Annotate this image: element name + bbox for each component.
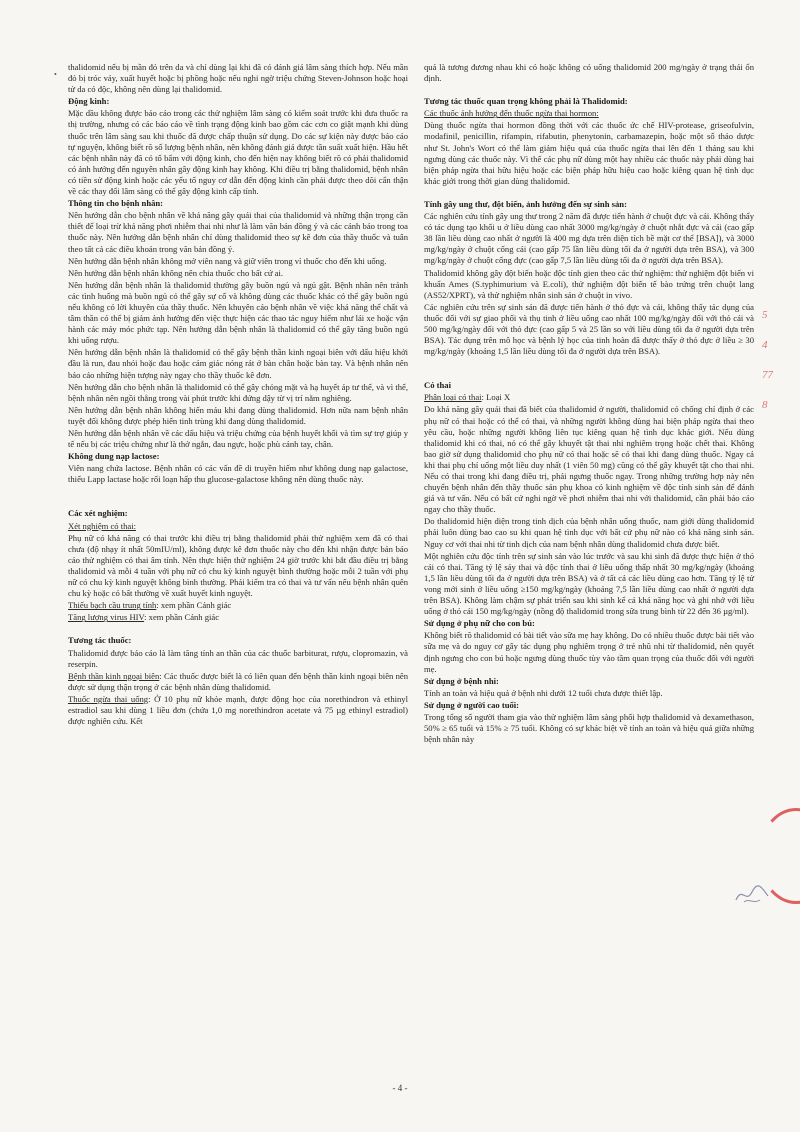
paragraph: Mặc dầu không được báo cáo trong các thử nghiệm lâm sàng có kiểm soát trước khi đưa thuốc ra thị trường, nhưng có các báo cáo về tình trạng động kinh bao gồm các cơn co giật mạnh khi dùng thuốc trên lâm sàng sau khi thuốc đã được chấp thuận sử dụng. Do các sự kiện này được báo cáo tự nguyện, không biết rõ số lượng bệnh nhân, nên không đánh giá được tần suất xuất hiện. Hầu hết các bệnh nhân này đã có tố bẩm với động kinh, cho đến hiện nay không biết rõ có phải thalidomid có ảnh hưởng đến nguyên nhân gây động kinh hay không. Khi điều trị bằng thalidomid, bệnh nhân có tiền sử động kinh hoặc các yếu tố nguy cơ dẫn đến động kinh cần phải được theo dõi cẩn thận về các thay đổi lâm sàng có thể gây động kinh cấp tính.	[68, 108, 408, 197]
underlined-label: Thiếu bạch cầu trung tính	[68, 600, 157, 611]
paragraph	[424, 392, 754, 403]
paragraph: Một nghiên cứu độc tính trên sự sinh sản vào lúc trước và sau khi sinh đã được thực hiện ở thỏ cái có thai. Tăng tỷ lệ sảy thai và độc tính thai ở liều uống thấp nhất 30 mg/kg/ngày (khoảng 1,5 lần liều dùng tối đa ở người dựa trên BSA) và ở tất cả các liều dùng cao hơn. Tăng tỷ lệ tử vong mới sinh ở liều uống ≥150 mg/kg/ngày (khoảng 7,5 lần liều dùng cao nhất ở người dựa trên BSA). Không làm chậm sự phát triển sau khi sinh kể cả khả năng học và ghi nhớ với liều uống ở thỏ cái 150 mg/kg/ngày (nồng độ thalidomid trong sữa trung bình từ 22 đến 36 µg/ml).	[424, 550, 754, 617]
underlined-label: Thuốc ngừa thai uống	[68, 693, 149, 704]
paragraph: Do khả năng gây quái thai đã biết của thalidomid ở người, thalidomid có chống chỉ định ở các phụ nữ có thai hoặc có thể có thai, và những người không dùng hai biện pháp ngừa thai theo yêu cầu, hoặc những người không liên tục kiêng quan hệ tình dục khác giới. Nếu dùng thalidomid khi có thai, nó có thể gây khuyết tật thai nhi nghiêm trọng hoặc chết thai. Không bao giờ sử dụng thalidomid cho phụ nữ có thai hoặc sẽ có thai khi đang dùng thuốc. Ngay cả khi thai phụ chỉ uống một liều duy nhất (1 viên 50 mg) cũng có thể gây khuyết tật cho thai nhi. Nếu có thai trong khi đang điều trị, phải ngưng thuốc ngay. Trong những trường hợp này nên chuyển bệnh nhân đến thầy thuốc sản phụ khoa có kinh nghiệm về độc tính sinh sản để đánh giá và tư vấn. Nếu có bất cứ nghi ngờ về phơi nhiễm thai nhi với thalidomid, cần phải báo cáo ngay cho thầy thuốc.	[424, 404, 754, 515]
section-heading: Động kinh:	[68, 96, 110, 107]
subsection-heading: Các thuốc ảnh hưởng đến thuốc ngừa thai hormon:	[424, 108, 599, 119]
paragraph: Nên hướng dẫn cho bệnh nhân về khả năng gây quái thai của thalidomid và những thận trọng cần thiết để loại trừ khả năng phơi nhiễm thai nhi như là làm văn bản đồng ý và các cảnh báo trong toa thuốc này. Nên hướng dẫn bệnh nhân chỉ dùng thalidomid theo sự kê đơn của thầy thuốc và tuân theo tất cả các điều khoản trong văn bản đồng ý.	[68, 210, 408, 254]
paragraph-text: : Ở 10 phụ nữ khỏe mạnh, được động học của norethindron và ethinyl estradiol sau khi dùng 1 liều đơn (chứa 1,0 mg norethindron acetate và 75 µg ethinyl estradiol) được nghiên cứu. Kết	[68, 693, 408, 727]
underlined-label: Phân loại có thai	[424, 392, 482, 403]
section-heading: Không dung nạp lactose:	[68, 451, 160, 462]
signature-icon	[732, 882, 772, 908]
paragraph: Phụ nữ có khả năng có thai trước khi điều trị bằng thalidomid phải thử nghiệm xem đã có thai chưa (độ nhạy ít nhất 50mIU/ml), không được kê đơn thuốc này cho đến khi nhận được bản báo cáo thử nghiệm có thai âm tính. Nên thực hiện thử nghiệm 24 giờ trước khi bắt đầu điều trị bằng thalidomid và mỗi 4 tuần với phụ nữ có chu kỳ kinh nguyệt bình thường hoặc mỗi 2 tuần với phụ nữ có chu kỳ kinh nguyệt không bình thường. Phải kiểm tra có thai và tư vấn nếu bệnh nhân quên chu kỳ hoặc có bất thường về xuất huyết kinh nguyệt.	[68, 532, 408, 599]
section-heading: Sử dụng ở bệnh nhi:	[424, 675, 499, 686]
section-heading: Các xét nghiệm:	[68, 508, 128, 519]
paragraph: Thalidomid không gây đột biến hoặc độc tính gien theo các thử nghiệm: thử nghiệm đột biến vi khuẩn Ames (S.typhimurium và E.coli), thử nghiệm đột biến tế bào trứng trên chuột lang (AS52/XPRT), và thử nghiệm nhân sinh sản ở chuột in vivo.	[424, 267, 754, 300]
paragraph: Viên nang chứa lactose. Bệnh nhân có các vấn đề di truyền hiếm như không dung nạp galactose, thiếu Lapp lactase hoặc rối loạn hấp thu glucose-galactose không nên dùng thuốc này.	[68, 463, 408, 485]
paragraph: Các nghiên cứu tính gây ung thư trong 2 năm đã được tiến hành ở chuột đực và cái. Không thấy có tác dụng tạo khối u ở liều dùng cao nhất 3000 mg/kg/ngày ở chuột nhắt đực và cái (cao gấp 38 lần liều dùng cao nhất ở người là 400 mg dựa trên diện tích bề mặt cơ thể [BSA]), và 3000 mg/kg/ngày ở chuột cống cái (cao gấp 75 lần liều dùng tối đa ở người dựa trên BSA), và 300 mg/kg/ngày ở chuột cống đực (cao gấp 7,5 lần liều dùng tối đa ở người dựa trên BSA).	[424, 211, 754, 266]
paragraph	[68, 600, 408, 611]
paragraph: Nên hướng dẫn bệnh nhân không mở viên nang và giữ viên trong vỉ thuốc cho đến khi uống.	[68, 255, 387, 266]
underlined-label: Tăng lượng virus HIV	[68, 612, 145, 623]
paragraph: Nên hướng dẫn bệnh nhân là thalidomid thường gây buồn ngủ và ngủ gật. Bệnh nhân nên tránh các tình huống mà buồn ngủ có thể gây sự cố và không dùng các thuốc khác có thể gây buồn ngủ nếu không có lời khuyên của thầy thuốc. Nên khuyên cáo bệnh nhân về việc khả năng thể chất và tâm thần có thể bị giảm ảnh hưởng đến việc thực hiện các thao tác nguy hiểm như lái xe hoặc vận hành các máy móc phức tạp. Nên hướng dẫn bệnh nhân là thalidomid có thể gây tăng buồn ngủ khi uống rượu.	[68, 279, 408, 346]
spacer	[424, 358, 754, 380]
page-number: - 4 -	[392, 1083, 408, 1093]
paragraph: Do thalidomid hiện diện trong tinh dịch của bệnh nhân uống thuốc, nam giới dùng thalidomid phải luôn dùng bao cao su khi quan hệ tình dục với bất cứ phụ nữ nào có khả năng sinh sản. Nguy cơ với thai nhi từ tinh dịch của nam bệnh nhân dùng thalidomid chưa được biết.	[424, 516, 754, 549]
spacer	[68, 624, 408, 635]
paragraph: Nên hướng dẫn bệnh nhân không nên chia thuốc cho bất cứ ai.	[68, 267, 284, 278]
section-heading: Có thai	[424, 380, 451, 391]
underlined-label: Bệnh thần kinh ngoại biên	[68, 670, 160, 681]
paragraph: Thalidomid được báo cáo là làm tăng tính an thần của các thuốc barbiturat, rượu, clopromazin, và reserpin.	[68, 647, 408, 669]
paragraph: Dùng thuốc ngừa thai hormon đồng thời với các thuốc ức chế HIV-protease, griseofulvin, modafinil, penicillin, rifampin, rifabutin, phenytonin, carbamazepin, hoặc một số thảo dược như St. John's Wort có thể làm giảm hiệu quả của thuốc ngừa thai lên đến 1 tháng sau khi ngưng dùng các thuốc này. Vì thế các phụ nữ dùng một hay nhiều các thuốc này phải dùng hai biện pháp ngừa thai hữu hiệu hoặc các biện pháp hữu hiệu cao hoặc kiêng quan hệ tình dục khác giới trong thời gian dùng thalidomid.	[424, 120, 754, 186]
section-heading: Tương tác thuốc quan trọng không phải là Thalidomid:	[424, 96, 628, 107]
paragraph-text: : xem phần Cảnh giác	[144, 612, 220, 623]
paragraph: quả là tương đương nhau khi có hoặc không có uống thalidomid 200 mg/ngày ở trạng thái ổn định.	[424, 62, 754, 84]
paragraph: Trong tổng số người tham gia vào thử nghiệm lâm sàng phối hợp thalidomid và dexamethason, 50% ≥ 65 tuổi và 15% ≥ 75 tuổi. Không có sự khác biệt về tính an toàn và hiệu quả giữa những bệnh nhân này	[424, 711, 754, 745]
stamp-fragment: 4	[762, 339, 768, 351]
spacer	[68, 486, 408, 508]
subsection-heading: Xét nghiệm có thai:	[68, 520, 137, 531]
margin-stamp-marks	[762, 300, 792, 420]
paragraph: Các nghiên cứu trên sự sinh sản đã được tiến hành ở thỏ đực và cái, không thấy tác dụng của thuốc đối với sự giao phối và thụ tinh ở liều uống cao nhất 100 mg/kg/ngày đối với thỏ cái và 500 mg/kg/ngày đối với thỏ đực (cao gấp 5 và 25 lần so với liều dùng tối đa ở người dựa trên BSA). Tác dụng trên mô học và bệnh lý học của tinh hoàn đã được thấy ở thỏ đực ở liều ≥ 30 mg/kg/ngày (khoảng 1,5 lần liều dùng tối đa ở người dựa trên BSA).	[424, 301, 754, 357]
paragraph: Nên hướng dẫn bệnh nhân về các dấu hiệu và triệu chứng của bệnh huyết khối và tìm sự trợ giúp y tế nếu bị các triệu chứng như là thở ngắn, đau ngực, hoặc phù cánh tay, chân.	[68, 428, 408, 450]
stamp-fragment: 77	[762, 369, 773, 381]
paragraph: thalidomid nếu bị mần đỏ trên da và chỉ dùng lại khi đã có đánh giá lâm sàng thích hợp. Nếu mần đỏ bị tróc vảy, xuất huyết hoặc bị phồng hoặc nếu nghi ngờ triệu chứng Steven-Johnson hoặc hoại tử da có độc, không nên dùng lại thalidomid.	[68, 62, 408, 95]
section-heading: Thông tin cho bệnh nhân:	[68, 198, 164, 209]
section-heading: Tính gây ung thư, đột biến, ảnh hưởng đến sự sinh sản:	[424, 198, 627, 209]
paragraph: Nên hướng dẫn cho bệnh nhân là thalidomid có thể gây chóng mặt và hạ huyết áp tư thế, và vì thế, bệnh nhân nên ngồi thẳng trong vài phút trước khi đứng dậy từ vị trí nằm nghiêng.	[68, 381, 408, 403]
paragraph	[68, 612, 408, 623]
paragraph: Không biết rõ thalidomid có bài tiết vào sữa mẹ hay không. Do có nhiều thuốc được bài tiết vào sữa mẹ và do nguy cơ gây tác dụng phụ nghiêm trọng ở trẻ nhũ nhi từ thalidomid, nên quyết định ngưng cho con bú hoặc ngưng dùng thuốc tùy vào tầm quan trọng của thuốc đối với người mẹ.	[424, 630, 754, 674]
paragraph-text: : Các thuốc được biết là có liên quan đến bệnh thần kinh ngoại biên nên được sử dụng thận trọng ở các bệnh nhân dùng thalidomid.	[68, 670, 409, 692]
spacer	[424, 85, 754, 96]
paragraph-text: : xem phần Cảnh giác	[156, 600, 232, 611]
section-heading: Sử dụng ở phụ nữ cho con bú:	[424, 618, 535, 629]
paragraph	[68, 694, 408, 727]
bullet-mark-icon: •	[54, 70, 57, 79]
paragraph	[68, 671, 408, 693]
stamp-fragment: 5	[762, 309, 768, 321]
spacer	[424, 188, 754, 199]
paragraph: Tính an toàn và hiệu quả ở bệnh nhi dưới 12 tuổi chưa được thiết lập.	[424, 687, 663, 698]
left-column	[68, 62, 408, 728]
paragraph: Nên hướng dẫn bệnh nhân không hiến máu khi đang dùng thalidomid. Hơn nữa nam bệnh nhân tuyệt đối không được phép hiến tinh trùng khi đang dùng thalidomid.	[68, 404, 408, 426]
section-heading: Tương tác thuốc:	[68, 635, 132, 646]
paragraph: Nên hướng dẫn bệnh nhân là thalidomid có thể gây bệnh thần kinh ngoại biên với dấu hiệu khởi đầu là run, đau nhói hoặc đau hoặc cảm giác nóng rát ở bàn chân hoặc bàn tay. Và bệnh nhân nên báo cáo những hiện tượng này ngay cho thầy thuốc kê đơn.	[68, 347, 408, 380]
paragraph-text: : Loại X	[481, 392, 511, 403]
right-column	[424, 62, 754, 746]
stamp-fragment: 8	[762, 399, 768, 411]
section-heading: Sử dụng ở người cao tuổi:	[424, 699, 520, 710]
